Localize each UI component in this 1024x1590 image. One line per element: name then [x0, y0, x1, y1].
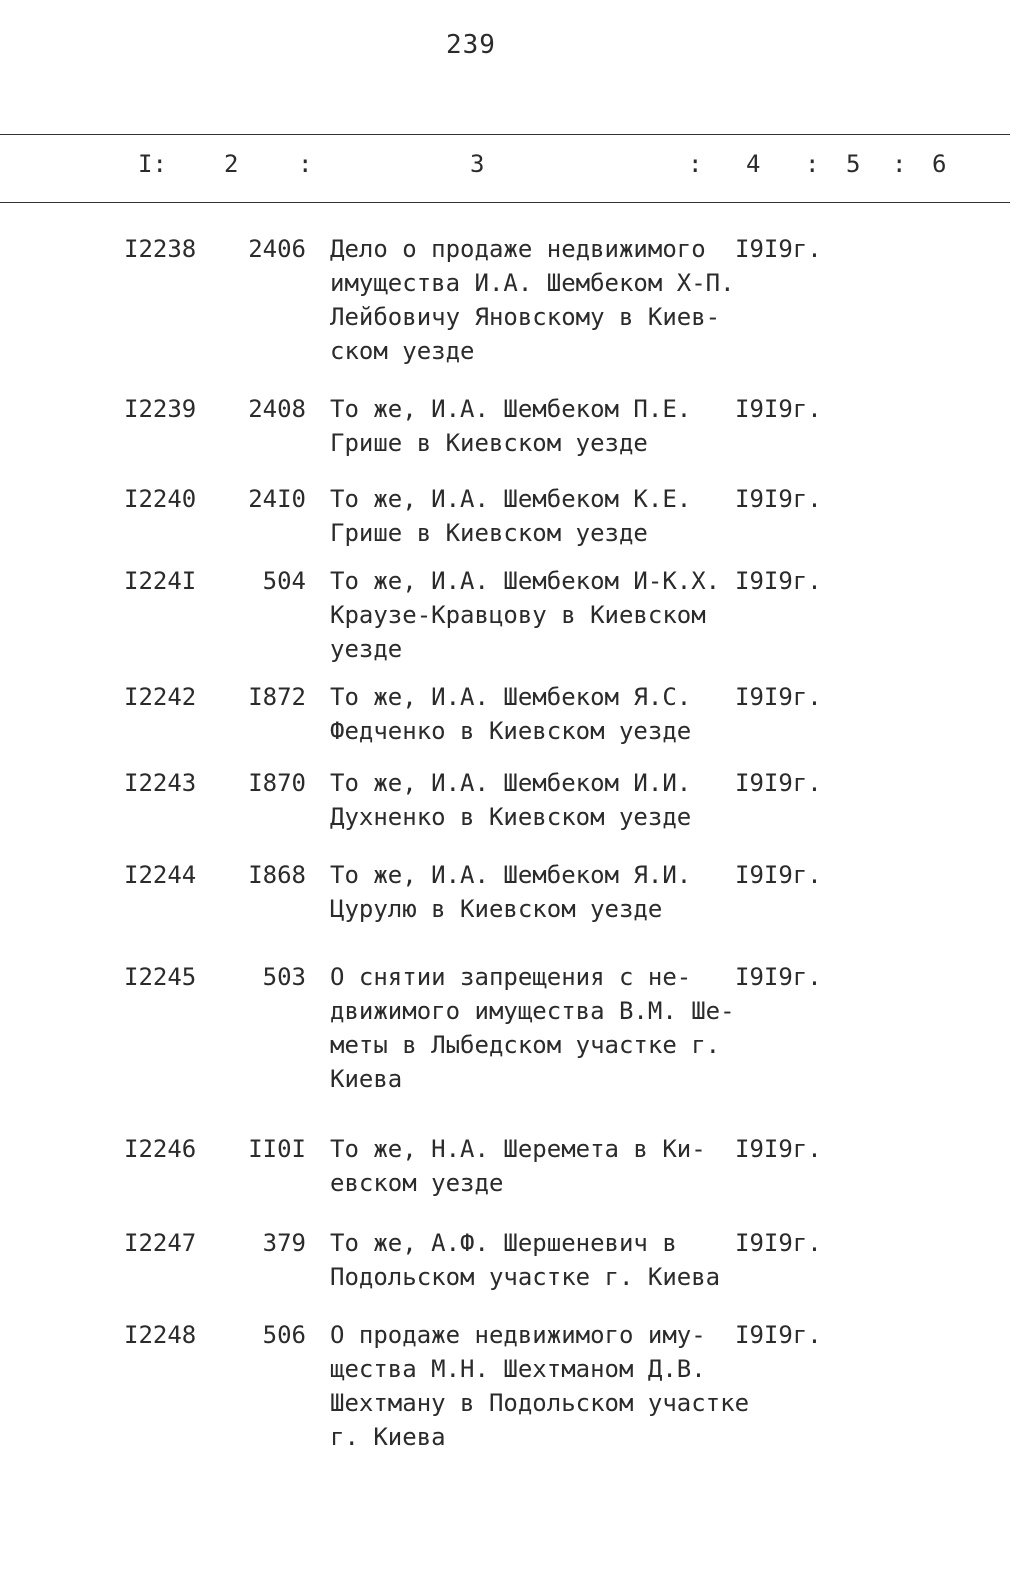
- row-year: I9I9г.: [735, 567, 822, 595]
- row-description: О продаже недвижимого иму- щества М.Н. Шехтманом Д.В. Шехтману в Подольском участке г. Киева: [330, 1321, 750, 1451]
- row-code: I868: [248, 861, 306, 889]
- row-code: 2406: [248, 235, 306, 263]
- row-description: Дело о продаже недвижимого имущества И.А. Шембеком Х-П. Лейбовичу Яновскому в Киев- ском уезде: [330, 235, 735, 365]
- row-description: То же, И.А. Шембеком Я.С. Федченко в Киевском уезде: [330, 683, 692, 745]
- row-code: 503: [262, 963, 306, 991]
- row-year: I9I9г.: [735, 395, 822, 423]
- row-description: О снятии запрещения с не- движимого имущества В.М. Ше- меты в Лыбедском участке г. Киева: [330, 963, 735, 1093]
- column-header-6: 6: [932, 150, 947, 178]
- row-year: I9I9г.: [735, 1321, 822, 1349]
- row-number: I2245: [124, 963, 197, 991]
- row-year: I9I9г.: [735, 1229, 822, 1257]
- column-separator: :: [298, 150, 313, 178]
- column-header-3: 3: [470, 150, 485, 178]
- row-year: I9I9г.: [735, 1135, 822, 1163]
- row-number: I2242: [124, 683, 197, 711]
- row-number: I2240: [124, 485, 197, 513]
- row-description: То же, А.Ф. Шершеневич в Подольском участке г. Киева: [330, 1229, 721, 1291]
- column-header-2: 2: [224, 150, 239, 178]
- row-code: 2408: [248, 395, 306, 423]
- row-year: I9I9г.: [735, 769, 822, 797]
- row-year: I9I9г.: [735, 683, 822, 711]
- row-description: То же, И.А. Шембеком И-К.Х. Краузе-Кравцову в Киевском уезде: [330, 567, 721, 663]
- row-code: 24I0: [248, 485, 306, 513]
- row-number: I224I: [124, 567, 197, 595]
- row-description: То же, И.А. Шембеком И.И. Духненко в Киевском уезде: [330, 769, 692, 831]
- row-code: 506: [262, 1321, 306, 1349]
- row-number: I2248: [124, 1321, 197, 1349]
- row-description: То же, И.А. Шембеком Я.И. Цурулю в Киевском уезде: [330, 861, 692, 923]
- row-number: I2244: [124, 861, 197, 889]
- column-separator: :: [892, 150, 907, 178]
- row-code: 379: [262, 1229, 306, 1257]
- page-number: 239: [446, 30, 496, 60]
- row-description: То же, И.А. Шембеком К.Е. Грише в Киевском уезде: [330, 485, 692, 547]
- row-description: То же, Н.А. Шеремета в Ки- евском уезде: [330, 1135, 706, 1197]
- column-header-4: 4: [746, 150, 761, 178]
- column-separator: :: [805, 150, 820, 178]
- row-year: I9I9г.: [735, 861, 822, 889]
- row-number: I2247: [124, 1229, 197, 1257]
- row-code: I872: [248, 683, 306, 711]
- row-code: II0I: [248, 1135, 306, 1163]
- row-number: I2239: [124, 395, 197, 423]
- row-code: 504: [262, 567, 306, 595]
- row-year: I9I9г.: [735, 963, 822, 991]
- row-number: I2243: [124, 769, 197, 797]
- column-header-5: 5: [846, 150, 861, 178]
- column-headers: [0, 150, 1024, 190]
- row-code: I870: [248, 769, 306, 797]
- row-number: I2238: [124, 235, 197, 263]
- row-year: I9I9г.: [735, 485, 822, 513]
- row-description: То же, И.А. Шембеком П.Е. Грише в Киевском уезде: [330, 395, 692, 457]
- header-rule-bottom: [0, 202, 1010, 203]
- column-separator: :: [688, 150, 703, 178]
- row-year: I9I9г.: [735, 235, 822, 263]
- row-number: I2246: [124, 1135, 197, 1163]
- column-header-1: I:: [138, 150, 167, 178]
- header-rule-top: [0, 134, 1010, 135]
